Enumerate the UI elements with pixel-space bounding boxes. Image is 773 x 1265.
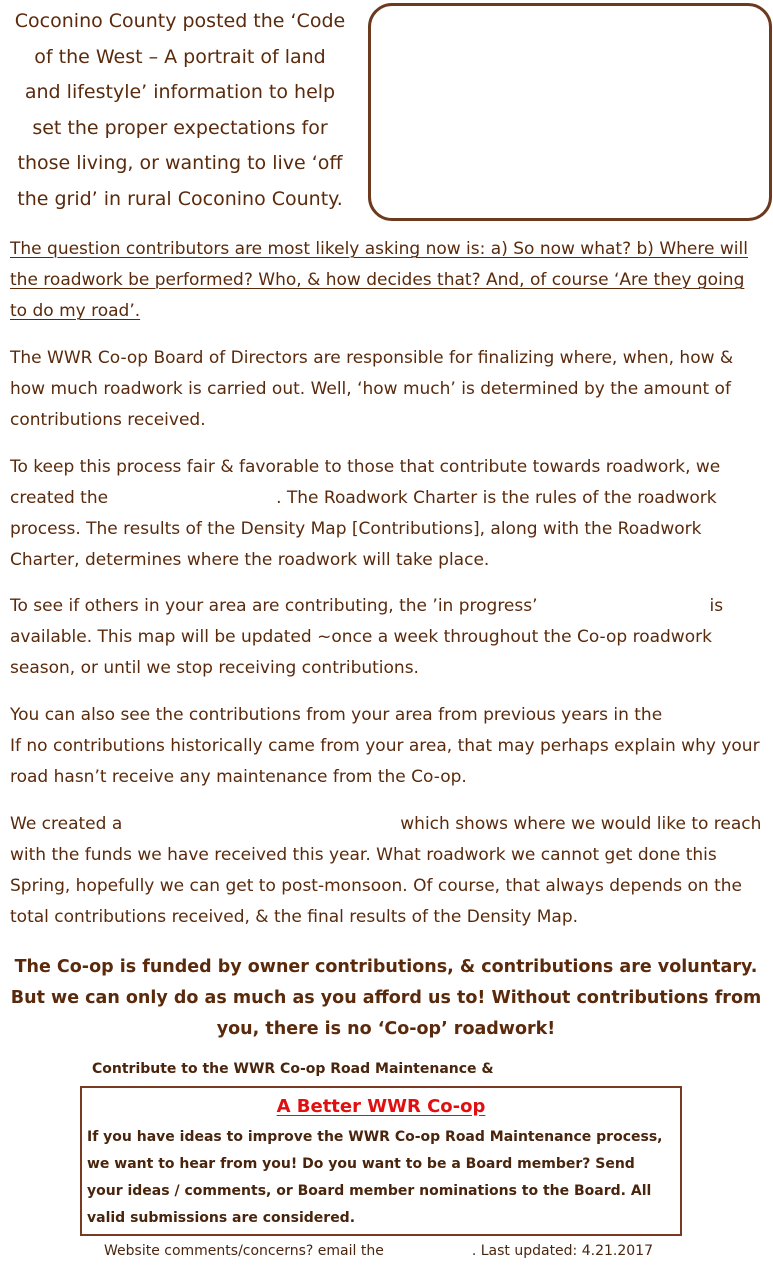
charter-paragraph <box>10 452 762 576</box>
footer-text-after: . Last updated: 4.21.2017 <box>471 1243 653 1259</box>
plan-text-after: which shows where we would like to reach with the funds we have received this year. What roadwork we cannot get done this Spring, hopefully we can get to post-monsoon. Of course, that always depends on the total contributions received, & the final results of the Density Map. <box>10 814 762 927</box>
image-frame <box>368 3 772 221</box>
contribute-line <box>92 1059 694 1079</box>
history-line-1 <box>10 700 762 731</box>
questions-paragraph: The question contributors are most likely asking now is: a) So now what? b) Where will the roadwork be performed? Who, & how decides that? And, of course ‘Are they going to do my road’. <box>10 239 748 321</box>
better-coop-box <box>80 1086 682 1236</box>
intro-paragraph: Coconino County posted the ‘Code of the West – A portrait of land and lifestyle’ information to help set the proper expectations for those living, or wanting to live ‘off the grid’ in rural Coconino County. <box>14 10 346 210</box>
plan-text-before: We created a <box>10 814 123 834</box>
funding-note-part1: The Co-op is funded by owner contributions, & contributions are voluntary <box>14 957 751 977</box>
funding-note-part2: . But we can only do as much as you afford us to! Without contributions from you, there is no ‘Co-op’ roadwork! <box>10 957 762 1039</box>
board-paragraph: The WWR Co-op Board of Directors are responsible for finalizing where, when, how & how much roadwork is carried out. Well, ‘how much’ is determined by the amount of contributions received. <box>10 348 734 430</box>
better-coop-title[interactable]: A Better WWR Co-op <box>276 1096 486 1117</box>
history-text-line1: You can also see the contributions from your area from previous years in the <box>10 705 663 725</box>
funding-note <box>10 952 762 1045</box>
footer-text-before: Website comments/concerns? email the <box>104 1243 384 1259</box>
progress-paragraph <box>10 591 762 684</box>
history-paragraph <box>10 700 762 793</box>
contribute-text: Contribute to the WWR Co-op Road Maintenance & <box>92 1061 494 1077</box>
history-text-rest: If no contributions historically came from your area, that may perhaps explain why your road hasn’t receive any maintenance from the Co-op. <box>10 736 760 787</box>
better-coop-body: If you have ideas to improve the WWR Co-op Road Maintenance process, we want to hear from you! Do you want to be a Board member? Send your ideas / comments, or Board member nominations to the Board. All valid submissions are considered. <box>87 1129 663 1226</box>
progress-text-before: To see if others in your area are contributing, the ’in progress’ <box>10 596 538 616</box>
footer <box>104 1241 653 1261</box>
charter-text-before: To keep this process fair & favorable to those that contribute towards roadwork, we created the <box>10 457 721 508</box>
plan-paragraph <box>10 809 762 933</box>
charter-text-after: . The Roadwork Charter is the rules of the roadwork process. The results of the Density Map [Contributions], along with the Roadwork Charter, determines where the roadwork will take place. <box>10 488 717 570</box>
progress-text-after: is available. This map will be updated ~once a week throughout the Co-op roadwork season, or until we stop receiving contributions. <box>10 596 724 678</box>
